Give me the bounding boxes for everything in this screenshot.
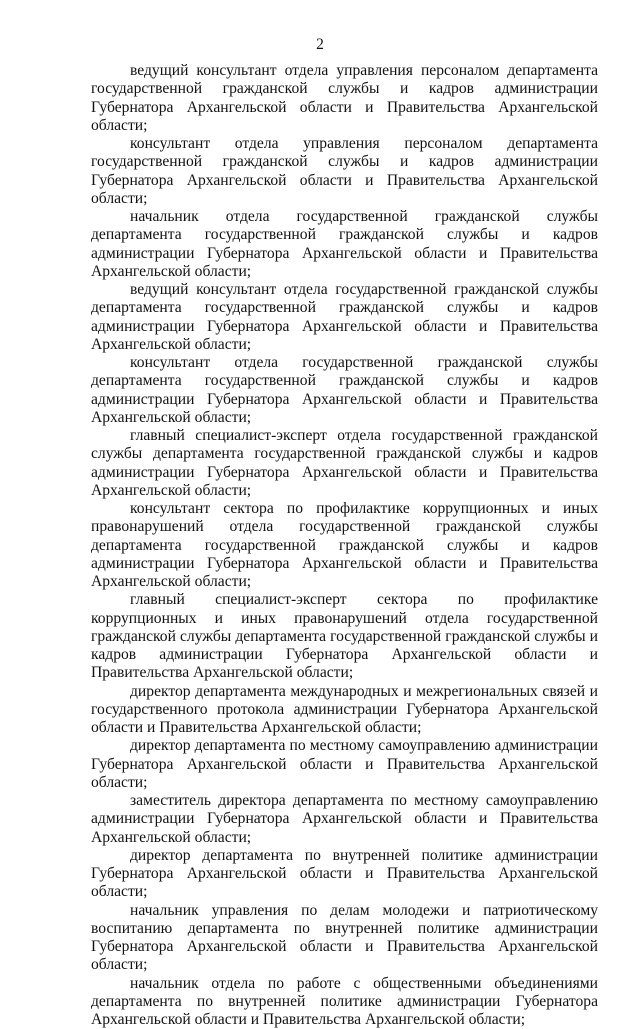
paragraph-1: ведущий консультант отдела управления персоналом департамента государственной гражданской службы и кадров администрации Губернатора Архангельской области и Правительства Архангельской области; xyxy=(91,62,598,135)
page-number: 2 xyxy=(0,36,640,54)
paragraph-11: заместитель директора департамента по местному самоуправлению администрации Губернатора Архангельской области и Правительства Архангельской области; xyxy=(91,792,598,847)
paragraph-9: директор департамента международных и межрегиональных связей и государственного протокола администрации Губернатора Архангельской области и Правительства Архангельской области; xyxy=(91,683,598,738)
paragraph-6: главный специалист-эксперт отдела государственной гражданской службы департамента государственной гражданской службы и кадров администрации Губернатора Архангельской области и Правительства Архангельской области; xyxy=(91,427,598,500)
paragraph-7: консультант сектора по профилактике коррупционных и иных правонарушений отдела государственной гражданской службы департамента государственной гражданской службы и кадров администрации Губернатора Архангельской области и Правительства Архангельской области; xyxy=(91,500,598,591)
paragraph-3: начальник отдела государственной гражданской службы департамента государственной гражданской службы и кадров администрации Губернатора Архангельской области и Правительства Архангельской области; xyxy=(91,208,598,281)
paragraph-12: директор департамента по внутренней политике администрации Губернатора Архангельской области и Правительства Архангельской области; xyxy=(91,847,598,902)
paragraph-14: начальник отдела по работе с общественными объединениями департамента по внутренней политике администрации Губернатора Архангельской области и Правительства Архангельской области; xyxy=(91,975,598,1029)
paragraph-10: директор департамента по местному самоуправлению администрации Губернатора Архангельской области и Правительства Архангельской области; xyxy=(91,737,598,792)
paragraph-8: главный специалист-эксперт сектора по профилактике коррупционных и иных правонарушений отдела государственной гражданской службы департамента государственной гражданской службы и кадров администрации Губернатора Архангельской области и Правительства Архангельской области; xyxy=(91,591,598,682)
document-body xyxy=(91,62,598,1029)
paragraph-5: консультант отдела государственной гражданской службы департамента государственной гражданской службы и кадров администрации Губернатора Архангельской области и Правительства Архангельской области; xyxy=(91,354,598,427)
paragraph-2: консультант отдела управления персоналом департамента государственной гражданской службы и кадров администрации Губернатора Архангельской области и Правительства Архангельской области; xyxy=(91,135,598,208)
paragraph-13: начальник управления по делам молодежи и патриотическому воспитанию департамента по внутренней политике администрации Губернатора Архангельской области и Правительства Архангельской области; xyxy=(91,902,598,975)
paragraph-4: ведущий консультант отдела государственной гражданской службы департамента государственной гражданской службы и кадров администрации Губернатора Архангельской области и Правительства Архангельской области; xyxy=(91,281,598,354)
